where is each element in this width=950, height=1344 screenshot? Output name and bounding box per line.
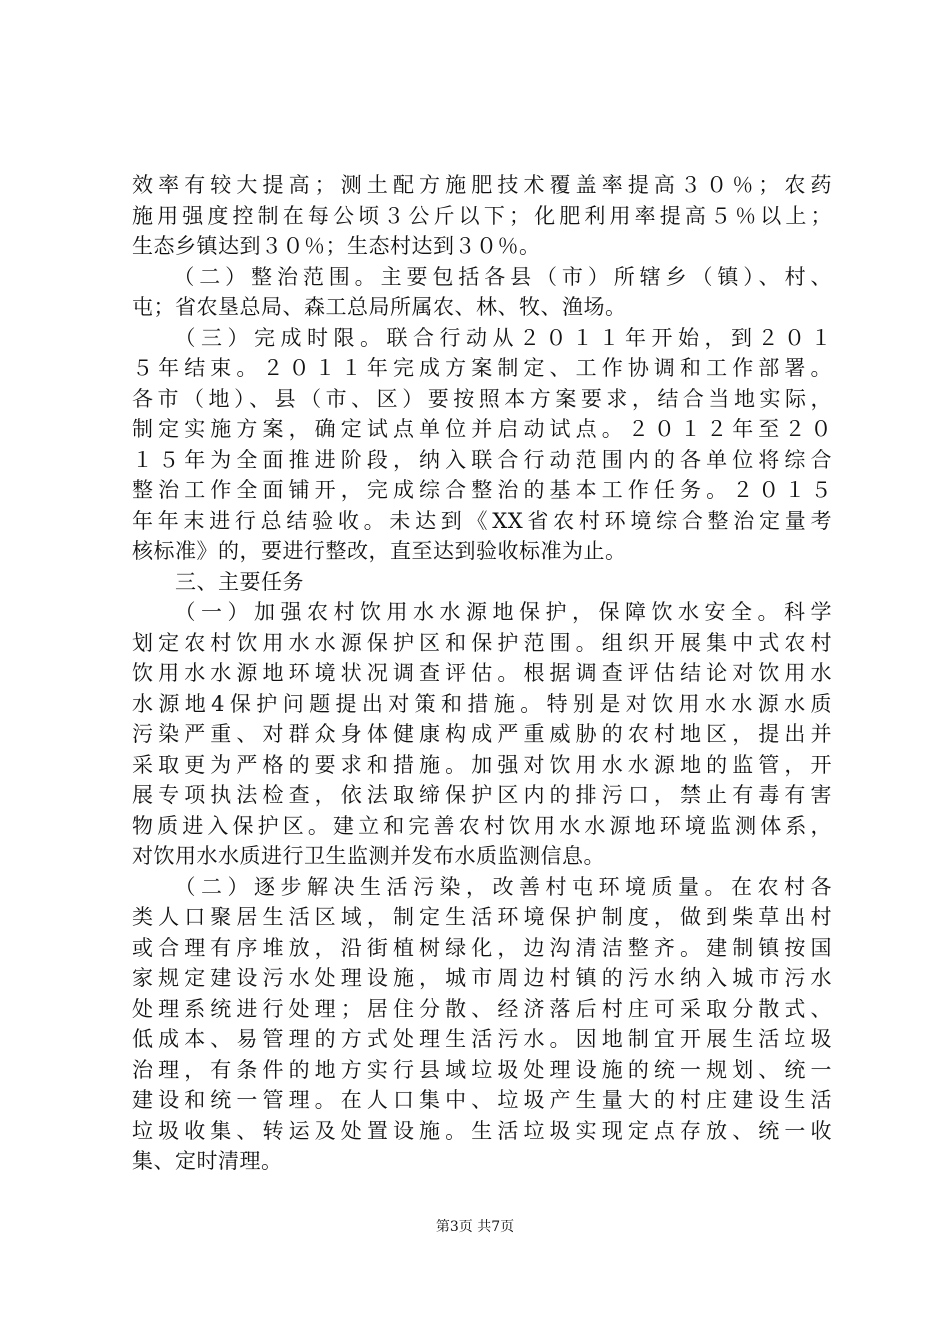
body-text-line: 水源地4保护问题提出对策和措施。特别是对饮用水水源水质 [132,691,832,716]
body-text-line: 建设和统一管理。在人口集中、垃圾产生量大的村庄建设生活 [132,1088,832,1112]
body-text-line: 施用强度控制在每公顷３公斤以下；化肥利用率提高５％以上； [132,203,832,228]
body-text-line: 核标准》的，要进行整改，直至达到验收标准为止。 [132,539,627,563]
body-text-line: 划定农村饮用水水源保护区和保护范围。组织开展集中式农村 [132,630,832,655]
body-text-line: 屯；省农垦总局、森工总局所属农、林、牧、渔场。 [132,295,627,319]
document-body [132,170,832,1177]
body-text-line: 家规定建设污水处理设施，城市周边村镇的污水纳入城市污水 [132,966,832,990]
body-text-line: 垃圾收集、转运及处置设施。生活垃圾实现定点存放、统一收 [132,1118,832,1143]
body-text-line: 效率有较大提高；测土配方施肥技术覆盖率提高３０％；农药 [132,173,832,197]
body-text-line: 集、定时清理。 [132,1149,283,1173]
body-text-line: 三、主要任务 [132,569,304,594]
body-text-line: 整治工作全面铺开，完成综合整治的基本工作任务。２０１５ [132,478,832,502]
body-text-line: 生态乡镇达到３０％；生态村达到３０％。 [132,234,541,258]
body-text-line: 低成本、易管理的方式处理生活污水。因地制宜开展生活垃圾 [132,1027,832,1051]
body-text-line: 污染严重、对群众身体健康构成严重威胁的农村地区，提出并 [132,722,832,746]
body-text-line: 类人口聚居生活区域，制定生活环境保护制度，做到柴草出村 [132,905,832,929]
body-text-line: 展专项执法检查，依法取缔保护区内的排污口，禁止有毒有害 [132,783,832,807]
body-text-line: 年年末进行总结验收。未达到《XX省农村环境综合整治定量考 [132,508,832,533]
body-text-line: 处理系统进行处理；居住分散、经济落后村庄可采取分散式、 [132,996,832,1021]
body-text-line: 各市（地）、县（市、区）要按照本方案要求，结合当地实际， [132,386,832,411]
body-text-line: 治理，有条件的地方实行县域垃圾处理设施的统一规划、统一 [132,1057,832,1082]
body-text-line: （二）整治范围。主要包括各县（市）所辖乡（镇）、村、 [132,264,832,289]
body-text-line: 物质进入保护区。建立和完善农村饮用水水源地环境监测体系， [132,813,832,838]
page-number-footer: 第3页 共7页 [435,1219,515,1235]
body-text-line: 饮用水水源地环境状况调查评估。根据调查评估结论对饮用水 [132,661,832,685]
body-text-line: （一）加强农村饮用水水源地保护，保障饮水安全。科学 [132,600,832,624]
body-text-line: （三）完成时限。联合行动从２０１１年开始，到２０１ [132,325,832,350]
body-text-line: 或合理有序堆放，沿街植树绿化，边沟清洁整齐。建制镇按国 [132,935,832,960]
body-text-line: （二）逐步解决生活污染，改善村屯环境质量。在农村各 [132,874,832,899]
body-text-line: 对饮用水水质进行卫生监测并发布水质监测信息。 [132,844,605,868]
body-text-line: 采取更为严格的要求和措施。加强对饮用水水源地的监管，开 [132,752,832,777]
body-text-line: 制定实施方案，确定试点单位并启动试点。２０１２年至２０ [132,417,832,441]
body-text-line: ５年结束。２０１１年完成方案制定、工作协调和工作部署。 [132,356,832,380]
body-text-line: １５年为全面推进阶段，纳入联合行动范围内的各单位将综合 [132,447,832,472]
